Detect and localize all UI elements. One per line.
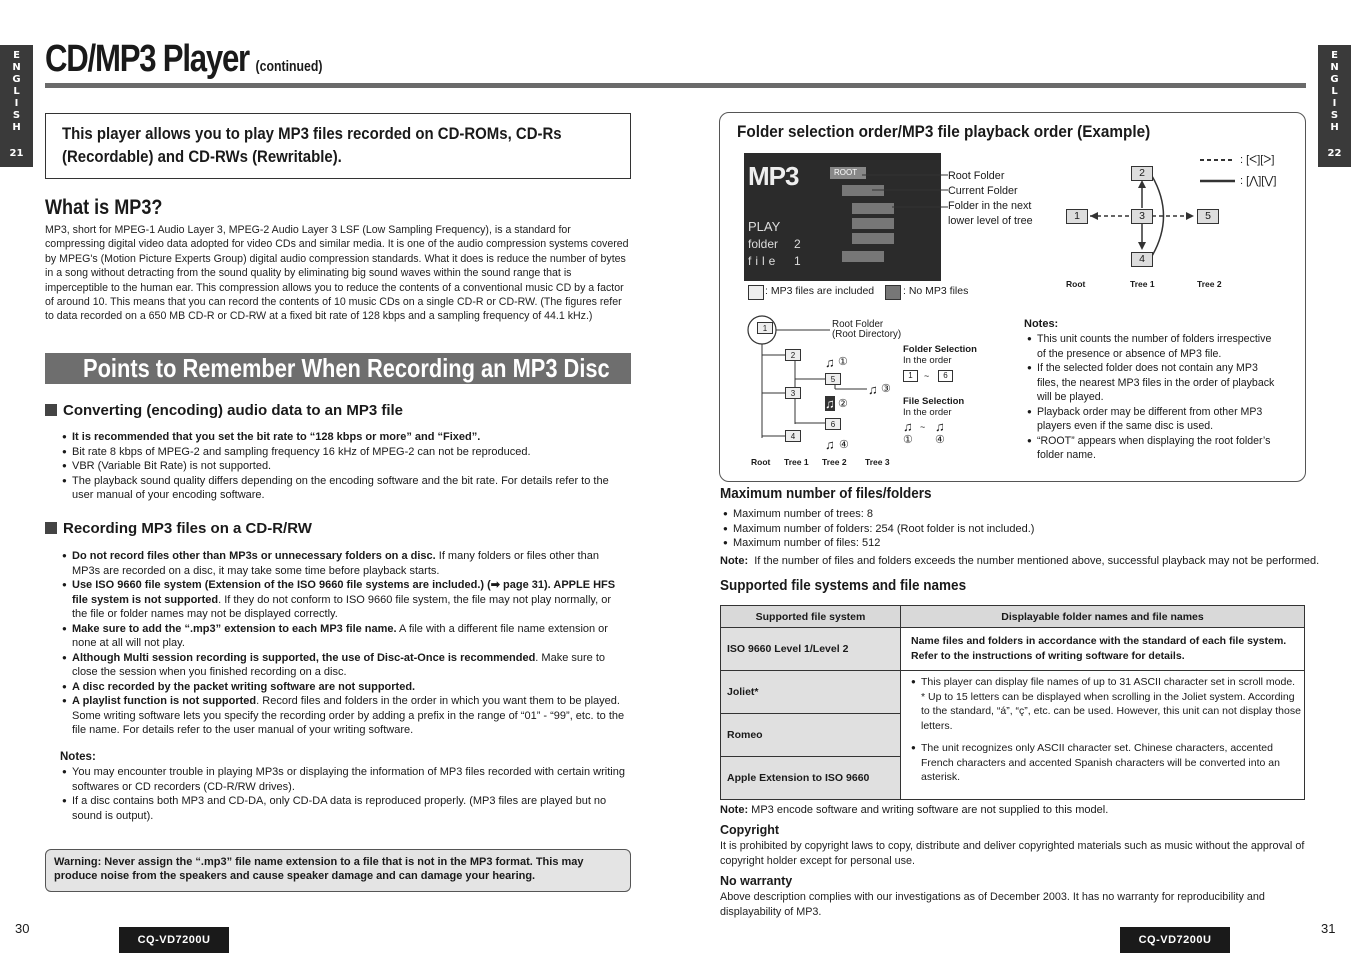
legend-no-mp3: : No MP3 files [885, 285, 968, 298]
order-col-root: Root [1066, 279, 1086, 289]
tab-letter: H [1330, 122, 1339, 133]
list-item: ● Use ISO 9660 file system (Extension of the ISO 9660 file systems are included.) (➡ page 31). APPLE HFS file system is not supported. If they do not conform to ISO 9660 file system, the file may not play normally, or the file or folder names may not be displayed correctly. [62, 578, 628, 622]
tab-page-number: 22 [1327, 148, 1342, 159]
fs-cell-iso-desc: Name files and folders in accordance with the standard of each file system. Refer to the instructions of writing software for details. [901, 628, 1305, 671]
music-note-icon: ♫ [903, 419, 913, 434]
fs-row-apple: Apple Extension to ISO 9660 [721, 757, 901, 800]
screen-file-num: 1 [794, 254, 801, 268]
circled-1: ① [838, 356, 848, 368]
what-heading: What is MP3? [45, 196, 163, 219]
fs-cell-other-desc [901, 671, 1305, 800]
screen-file-label: file [748, 254, 780, 268]
max-list [723, 507, 1283, 551]
screen-folder-label: folder [748, 237, 779, 251]
tab-letter: S [12, 110, 21, 121]
screen-folder-item [842, 251, 884, 262]
list-item: ● Bit rate 8 kbps of MPEG-2 and sampling frequency 16 kHz of MPEG-2 can not be reproduced. [62, 445, 628, 460]
order-col-tree2: Tree 2 [1197, 279, 1222, 289]
file-system-table [720, 605, 1305, 800]
tree-col-tree1: Tree 1 [784, 457, 809, 467]
order-node-1: 1 [1066, 209, 1088, 224]
tree-folder-5: 5 [825, 373, 841, 385]
music-note-icon: ♫ [825, 437, 835, 452]
section-heading-encoding: Converting (encoding) audio data to an MP3 file [45, 402, 403, 419]
tab-letter: G [1330, 74, 1339, 85]
fs-bullet: ● This player can display file names of up to 31 ASCII character set in scroll mode. [911, 676, 1296, 688]
page-number-right: 31 [1321, 921, 1336, 936]
panel-notes-label: Notes: [1024, 318, 1059, 330]
folder-icon [748, 285, 764, 300]
tree-col-tree2: Tree 2 [822, 457, 847, 467]
tab-letter: S [1330, 110, 1339, 121]
list-item: ● Maximum number of files: 512 [723, 536, 1283, 551]
fs-subnote: * Up to 15 letters can be displayed when scrolling in the Joliet system. According to the standard, “á”, “ç”, etc. can be used. However, this unit can not display those letters. [921, 690, 1301, 732]
circled-3: ③ [881, 383, 891, 395]
warranty-heading: No warranty [720, 874, 793, 888]
tab-letter: N [1330, 62, 1339, 73]
list-item: ● This unit counts the number of folders irrespective of the presence or absence of MP3 file. [1027, 332, 1282, 361]
title-rule [45, 83, 1306, 88]
callout-label: Root Folder [948, 170, 1005, 182]
fs-col-header-system: Supported file system [721, 606, 901, 628]
callout-lines [862, 165, 952, 235]
tab-letter: G [12, 74, 21, 85]
list-item: ● Although Multi session recording is supported, the use of Disc-at-Once is recommended. Make sure to close the session when you finished recording on a disc. [62, 651, 628, 680]
notes-label: Notes: [60, 751, 96, 763]
tab-page-number: 21 [9, 148, 24, 159]
screen-play-label: PLAY [748, 219, 781, 234]
panel-notes [1027, 332, 1282, 463]
tilde: ~ [924, 371, 930, 381]
tree-col-tree3: Tree 3 [865, 457, 890, 467]
copyright-heading: Copyright [720, 823, 780, 837]
page-number-left: 30 [15, 921, 30, 936]
warranty-body: Above description complies with our investigations as of December 2003. It has no warranty for reproducibility and displayability of MP3. [720, 891, 1265, 918]
order-node-3: 3 [1131, 209, 1153, 224]
circled-4: ④ [935, 434, 945, 446]
music-note-icon: ♫ [868, 382, 878, 397]
list-item: ● If the selected folder does not contain any MP3 files, the nearest MP3 files in the order of playback will be played. [1027, 361, 1282, 405]
screen-root-item: ROOT [830, 167, 866, 179]
tab-letter: L [1331, 86, 1338, 97]
list-item: ● Maximum number of folders: 254 (Root folder is not included.) [723, 522, 1283, 537]
max-heading: Maximum number of files/folders [720, 485, 932, 502]
order-node-2: 2 [1131, 166, 1153, 181]
circled-4: ④ [839, 439, 849, 451]
fs-row-iso: ISO 9660 Level 1/Level 2 [721, 628, 901, 671]
page-title: CD/MP3 Player (continued) [45, 38, 323, 80]
intro-box: This player allows you to play MP3 files recorded on CD-ROMs, CD-Rs (Recordable) and CD-RWs (Rewritable). [45, 113, 631, 179]
fs-bullet: ● The unit recognizes only ASCII character set. Chinese characters, accented French characters and accented Spanish characters will be converted into an asterisk. [911, 742, 1280, 783]
tab-letter: L [13, 86, 20, 97]
tree-folder-3: 3 [785, 387, 801, 399]
tree-folder-4: 4 [785, 430, 801, 442]
language-tab-right [1318, 45, 1351, 167]
list-item: ● Playback order may be different from other MP3 players even if the same disc is used. [1027, 405, 1282, 434]
order-col-tree1: Tree 1 [1130, 279, 1155, 289]
callout-label: lower level of tree [948, 215, 1033, 227]
music-note-icon: ♫ [825, 396, 835, 411]
tree-col-root: Root [751, 457, 771, 467]
file-selection-label: File Selection In the order [903, 396, 965, 418]
list-item: ● Do not record files other than MP3s or unnecessary folders on a disc. If many folders or files other than MP3s are recorded on a disc, it may take some time before playback starts. [62, 549, 628, 578]
music-note-icon: ♫ [935, 419, 945, 434]
list-item: ● A disc recorded by the packet writing software are not supported. [62, 680, 628, 695]
folder-icon: 1 [903, 370, 918, 382]
section-heading-recording: Recording MP3 files on a CD-R/RW [45, 520, 312, 537]
encoding-list [62, 430, 628, 503]
points-banner: Points to Remember When Recording an MP3 Disc [45, 353, 631, 384]
list-item: ● A playlist function is not supported. Record files and folders in the order in which you want them to be played. Some writing software lets you specify the recording order by adding a prefix in the range of “01” - “99”, etc. to the file name. For details refer to the user manual of your writing software. [62, 694, 628, 738]
screen-folder-num: 2 [794, 237, 801, 251]
what-body: MP3, short for MPEG-1 Audio Layer 3, MPEG-2 Audio Layer 3 LSF (Low Sampling Frequency), is a standard for compressing digital video data adopted for video CDs and similar media. It is one of the audio compression systems covered by MPEG's (Motion Picture Experts Group) digital audio compression standards. What it does is reduce the number of bytes in a song without detracting from the sound quality by eliminating big sound waves within the sound range that is imperceptible to the human ear. This compression allows you to reduce the contents of a conventional music CD by a factor of around 10. This means that you can record the contents of 10 music CDs on a single CD-R or CD-RW. (The figures refer to data recorded on a 650 MB CD-R or CD-RW at a fixed bit rate of 128 kbps and a sampling frequency of 44.1 kHz.) [45, 224, 629, 323]
folder-icon [885, 285, 901, 300]
tab-letter: E [13, 50, 20, 61]
music-note-icon: ♫ [825, 355, 835, 370]
legend-solid: : [⋀][⋁] [1240, 175, 1277, 187]
title-suffix: (continued) [255, 58, 323, 75]
list-item: ● The playback sound quality differs depending on the encoding software and the bit rate. For details refer to the user manual of your encoding software. [62, 474, 628, 503]
tab-letter: N [12, 62, 21, 73]
model-badge-right: CQ-VD7200U [1120, 927, 1230, 953]
tab-letter: I [14, 98, 19, 109]
callout-label: Current Folder [948, 185, 1018, 197]
order-node-4: 4 [1131, 252, 1153, 267]
notes-list [62, 765, 628, 823]
order-node-5: 5 [1197, 209, 1219, 224]
tree-folder-6: 6 [825, 418, 841, 430]
order-diagram [1060, 150, 1310, 280]
screen-callouts [948, 169, 1033, 229]
tree-root-label: Root Folder (Root Directory) [832, 319, 902, 340]
recording-list [62, 549, 628, 738]
warning-box: Warning: Never assign the “.mp3” file name extension to a file that is not in the MP3 format. This may produce noise from the speakers and cause speaker damage and can damage your hearing. [45, 849, 631, 892]
list-item: ● VBR (Variable Bit Rate) is not supported. [62, 459, 628, 474]
tree-folder-2: 2 [785, 349, 801, 361]
legend-dashed: : [ᐸ][ᐳ] [1240, 154, 1275, 166]
list-item: ● If a disc contains both MP3 and CD-DA, only CD-DA data is reproduced properly. (MP3 files are played but no sound is output). [62, 794, 628, 823]
list-item: ● You may encounter trouble in playing MP3s or displaying the information of MP3 files recorded with certain writing softwares or CD recorders (CD-R/RW drives). [62, 765, 628, 794]
tab-letter: H [12, 122, 21, 133]
language-tab-left [0, 45, 33, 167]
model-badge-left: CQ-VD7200U [119, 927, 229, 953]
max-note: Note: If the number of files and folders exceeds the number mentioned above, successful playback may not be performed. [720, 555, 1320, 567]
callout-label: Folder in the next [948, 200, 1032, 212]
list-item: ● It is recommended that you set the bit rate to “128 kbps or more” and “Fixed”. [62, 430, 628, 445]
fs-heading: Supported file systems and file names [720, 577, 967, 594]
fs-row-romeo: Romeo [721, 714, 901, 757]
list-item: ● Maximum number of trees: 8 [723, 507, 1283, 522]
list-item: ● Make sure to add the “.mp3” extension to each MP3 file name. A file with a different file name extension or none at all will not play. [62, 622, 628, 651]
fs-note: Note: MP3 encode software and writing software are not supplied to this model. [720, 804, 1109, 816]
tab-letter: E [1331, 50, 1338, 61]
screen-mp3-label: MP3 [748, 161, 799, 191]
folder-selection-label: Folder Selection In the order [903, 344, 977, 366]
panel-heading: Folder selection order/MP3 file playback order (Example) [737, 122, 1151, 141]
list-item: ● “ROOT” appears when displaying the root folder’s folder name. [1027, 434, 1282, 463]
folder-icon: 6 [938, 370, 953, 382]
tilde: ~ [920, 422, 926, 432]
tree-folder-root: 1 [757, 322, 773, 334]
copyright-body: It is prohibited by copyright laws to copy, distribute and deliver copyrighted materials such as music without the approval of copyright holder except for personal use. [720, 840, 1305, 867]
circled-1: ① [903, 434, 913, 446]
legend-mp3: : MP3 files are included [748, 285, 874, 298]
circled-2: ② [838, 398, 848, 410]
fs-col-header-names: Displayable folder names and file names [901, 606, 1305, 628]
fs-row-joliet: Joliet* [721, 671, 901, 714]
tab-letter: I [1332, 98, 1337, 109]
